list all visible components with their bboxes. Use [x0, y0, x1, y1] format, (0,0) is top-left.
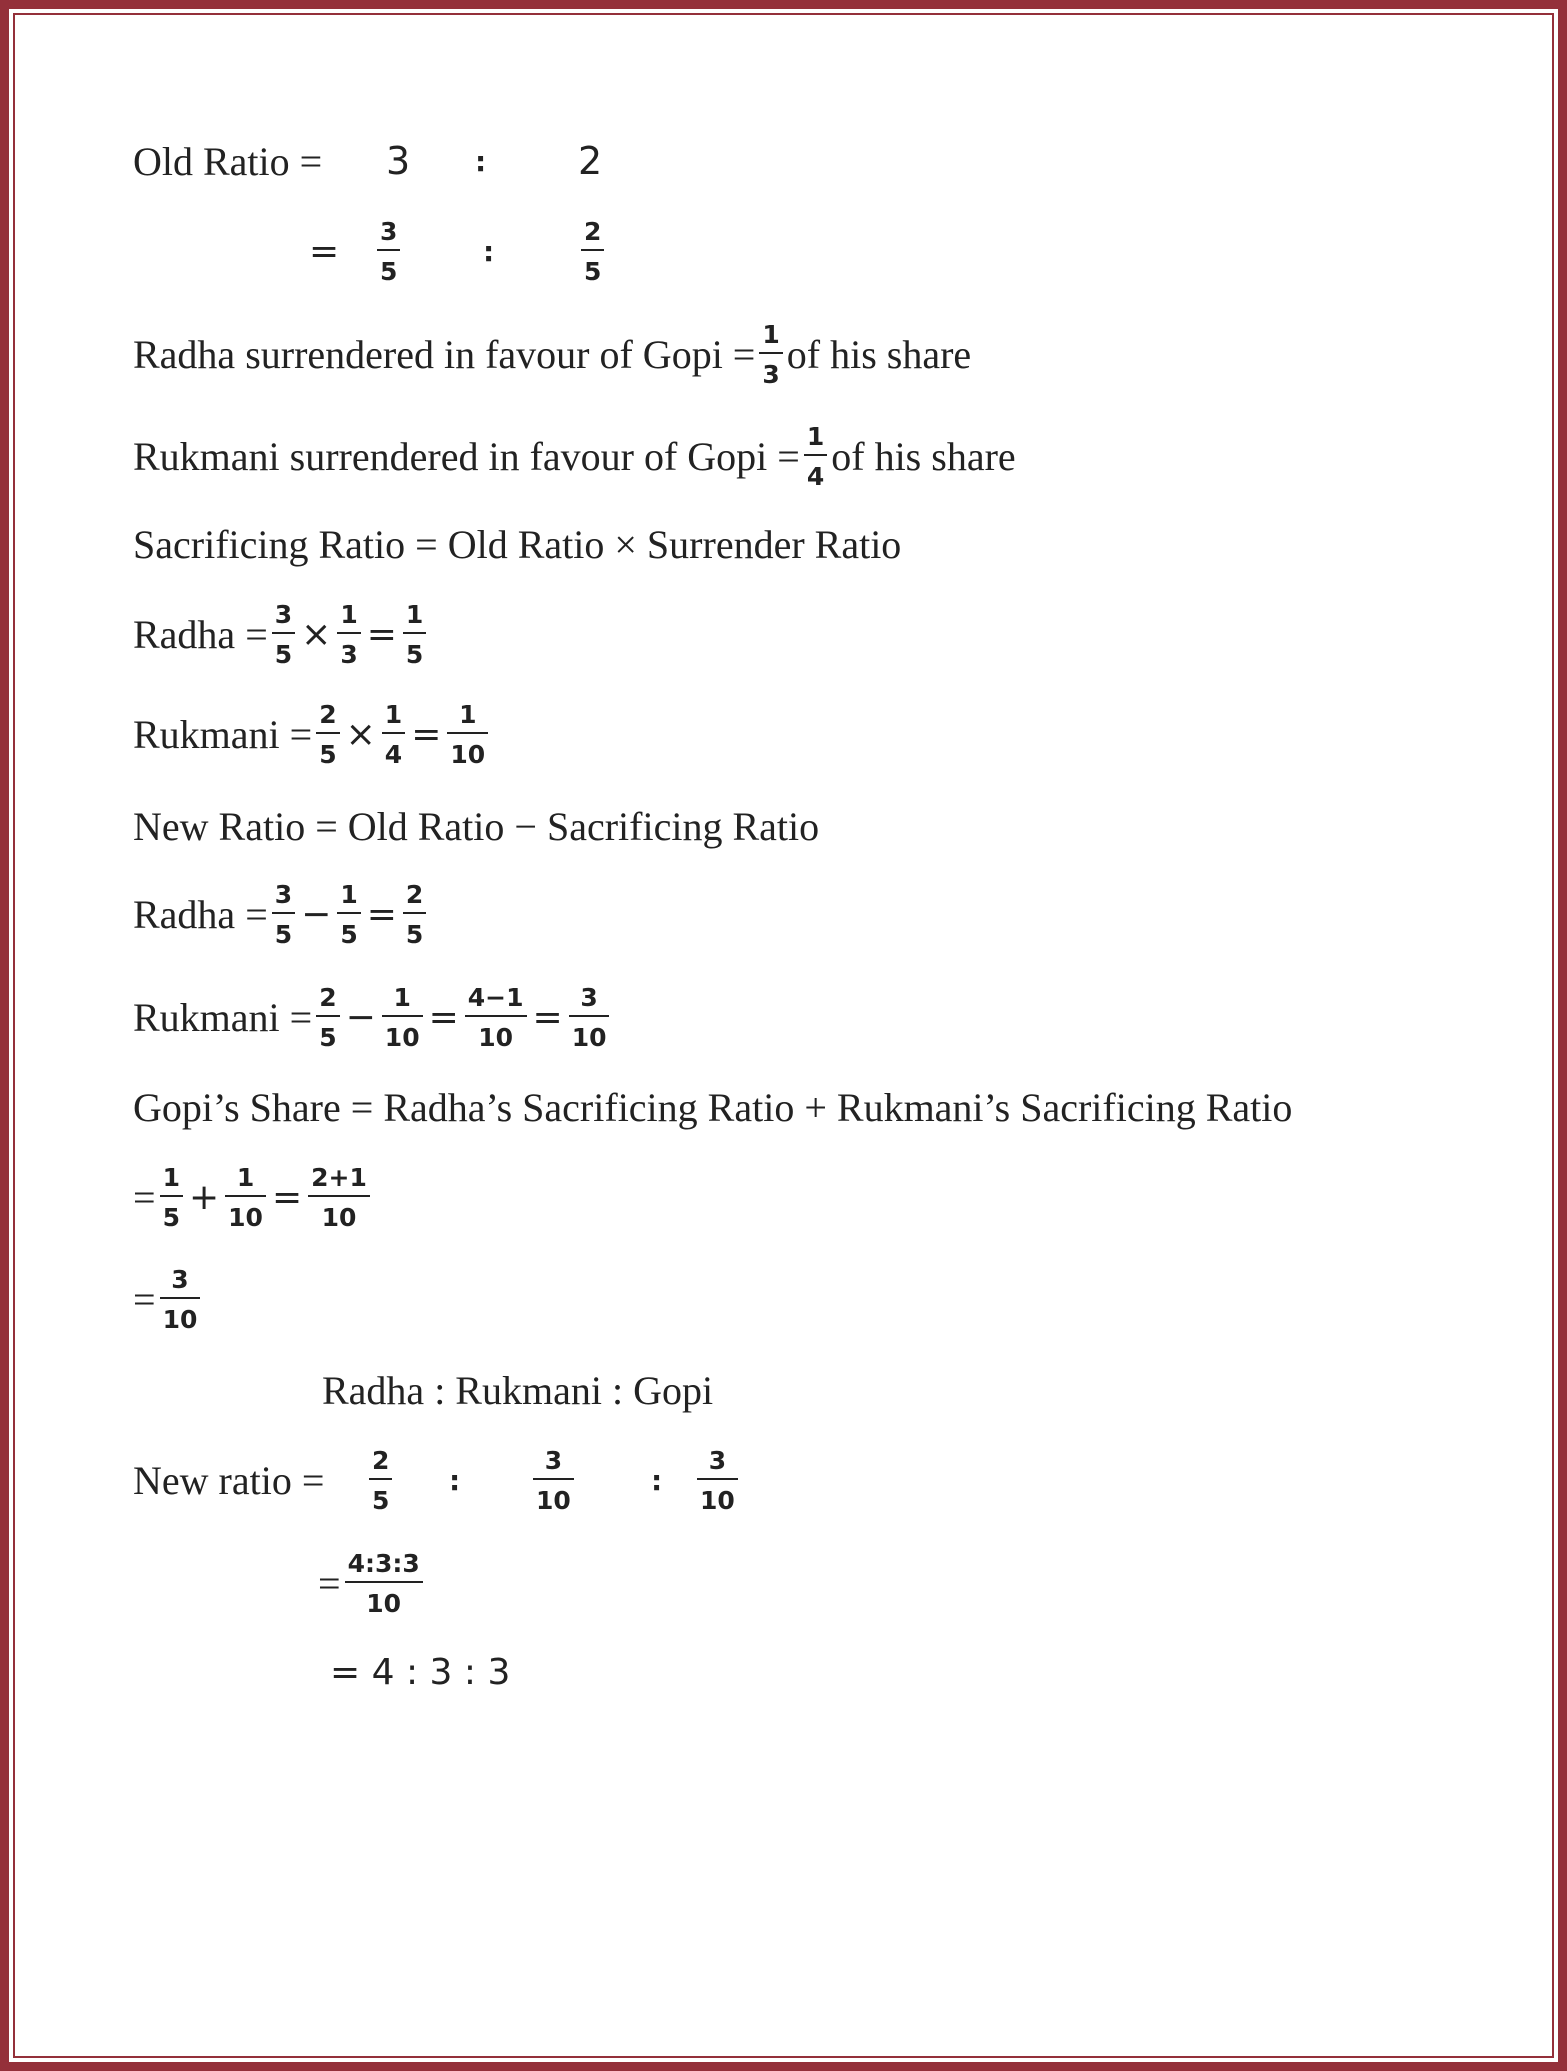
numerator: 1 — [236, 1162, 255, 1192]
denominator: 5 — [380, 256, 398, 286]
label: Radha = — [133, 611, 268, 657]
label: Rukmani = — [133, 711, 313, 757]
fraction — [308, 1162, 370, 1232]
fraction — [382, 699, 405, 769]
ratio-separator: : — [651, 1463, 663, 1497]
denominator: 10 — [321, 1202, 357, 1232]
operator: × — [301, 613, 332, 655]
denominator: 10 — [536, 1485, 571, 1515]
partners-header — [322, 1360, 713, 1420]
fraction — [345, 1548, 423, 1618]
suffix: of his share — [786, 331, 972, 377]
fraction — [337, 599, 360, 669]
new-ratio-formula — [133, 796, 819, 856]
denominator: 4 — [806, 461, 825, 491]
denominator: 4 — [384, 739, 403, 769]
equals: = — [133, 1174, 156, 1220]
label: New ratio = — [133, 1457, 325, 1503]
new-ratio-row — [133, 1445, 933, 1515]
fraction — [759, 319, 782, 389]
numerator: 1 — [405, 599, 424, 629]
ratio-separator: : — [475, 144, 487, 178]
numerator: 4−1 — [467, 982, 524, 1012]
numerator: 1 — [762, 319, 780, 349]
numerator: 2 — [372, 1445, 390, 1475]
numerator: 2 — [319, 982, 337, 1012]
gopi-result-row — [133, 1264, 204, 1334]
denominator: 5 — [162, 1202, 180, 1232]
fraction — [316, 982, 339, 1052]
label: Rukmani = — [133, 994, 313, 1040]
fraction — [369, 1445, 392, 1515]
numerator: 1 — [393, 982, 411, 1012]
radha-new-row — [133, 879, 430, 949]
fraction — [581, 216, 604, 286]
fraction — [160, 1162, 183, 1232]
numerator: 3 — [580, 982, 598, 1012]
fraction — [382, 982, 423, 1052]
equals: = — [318, 1560, 341, 1606]
equals: = — [133, 1276, 156, 1322]
radha-sacrifice-row — [133, 599, 430, 669]
denominator: 10 — [228, 1202, 263, 1232]
numerator: 1 — [162, 1162, 180, 1192]
statement: Radha surrendered in favour of Gopi = — [133, 331, 756, 377]
equals: = — [366, 893, 397, 935]
formula-text: Gopi’s Share = Radha’s Sacrificing Ratio + Rukmani’s Sacrificing Ratio — [133, 1084, 1293, 1130]
denominator: 10 — [478, 1022, 514, 1052]
fraction — [403, 879, 426, 949]
old-ratio-row — [133, 131, 833, 191]
old-ratio-label: Old Ratio = — [133, 138, 323, 184]
equals: = — [309, 230, 340, 272]
radha-surrender-row — [133, 319, 972, 389]
final-ratio: = 4 : 3 : 3 — [330, 1651, 511, 1693]
numerator: 1 — [340, 599, 358, 629]
header-text: Radha : Rukmani : Gopi — [322, 1367, 714, 1413]
fraction — [569, 982, 610, 1052]
denominator: 5 — [340, 919, 358, 949]
old-ratio-b: 2 — [578, 139, 603, 183]
denominator: 10 — [571, 1022, 607, 1052]
fraction — [533, 1445, 574, 1515]
numerator: 1 — [340, 879, 358, 909]
fraction — [337, 879, 360, 949]
fraction — [225, 1162, 266, 1232]
denominator: 5 — [584, 256, 602, 286]
numerator: 1 — [384, 699, 403, 729]
final-ratio-row — [330, 1642, 510, 1702]
fraction — [697, 1445, 738, 1515]
equals: = — [271, 1176, 303, 1218]
fraction — [465, 982, 527, 1052]
numerator: 3 — [544, 1445, 563, 1475]
formula-text: New Ratio = Old Ratio − Sacrificing Ratio — [133, 803, 820, 849]
numerator: 4:3:3 — [347, 1548, 420, 1578]
denominator: 5 — [319, 739, 337, 769]
denominator: 3 — [762, 359, 780, 389]
denominator: 10 — [162, 1304, 198, 1334]
fraction — [316, 699, 339, 769]
numerator: 3 — [274, 879, 293, 909]
statement: Rukmani surrendered in favour of Gopi = — [133, 433, 800, 479]
sacrificing-formula — [133, 514, 901, 574]
operator: − — [345, 996, 376, 1038]
gopi-calc-row — [133, 1162, 374, 1232]
fraction — [403, 599, 426, 669]
operator: + — [188, 1176, 220, 1218]
suffix: of his share — [831, 433, 1016, 479]
denominator: 10 — [366, 1588, 402, 1618]
combined-ratio-row — [318, 1548, 427, 1618]
fraction — [377, 216, 400, 286]
denominator: 5 — [274, 919, 293, 949]
denominator: 5 — [405, 639, 424, 669]
fraction — [804, 421, 827, 491]
numerator: 3 — [274, 599, 293, 629]
operator: × — [345, 713, 376, 755]
denominator: 10 — [450, 739, 486, 769]
denominator: 3 — [340, 639, 358, 669]
fraction — [160, 1264, 201, 1334]
denominator: 5 — [372, 1485, 390, 1515]
ratio-separator: : — [483, 234, 495, 268]
denominator: 5 — [319, 1022, 337, 1052]
gopi-share-formula — [133, 1077, 1292, 1137]
numerator: 2 — [319, 699, 337, 729]
numerator: 2+1 — [311, 1162, 367, 1192]
denominator: 10 — [700, 1485, 735, 1515]
numerator: 3 — [171, 1264, 189, 1294]
rukmani-new-row — [133, 982, 613, 1052]
numerator: 3 — [708, 1445, 727, 1475]
numerator: 2 — [584, 216, 602, 246]
denominator: 5 — [405, 919, 424, 949]
numerator: 1 — [806, 421, 825, 451]
equals: = — [366, 613, 397, 655]
numerator: 1 — [459, 699, 477, 729]
formula-text: Sacrificing Ratio = Old Ratio × Surrender Ratio — [133, 521, 902, 567]
rukmani-sacrifice-row — [133, 699, 492, 769]
denominator: 10 — [384, 1022, 420, 1052]
operator: − — [301, 893, 332, 935]
old-ratio-a: 3 — [386, 139, 411, 183]
equals: = — [411, 713, 442, 755]
fraction — [272, 599, 295, 669]
fraction — [272, 879, 295, 949]
numerator: 3 — [380, 216, 398, 246]
denominator: 5 — [274, 639, 293, 669]
equals: = — [532, 996, 563, 1038]
numerator: 2 — [405, 879, 424, 909]
label: Radha = — [133, 891, 268, 937]
old-ratio-fraction-row — [133, 216, 833, 286]
fraction — [447, 699, 488, 769]
ratio-separator: : — [449, 1463, 461, 1497]
rukmani-surrender-row — [133, 421, 1016, 491]
equals: = — [428, 996, 459, 1038]
